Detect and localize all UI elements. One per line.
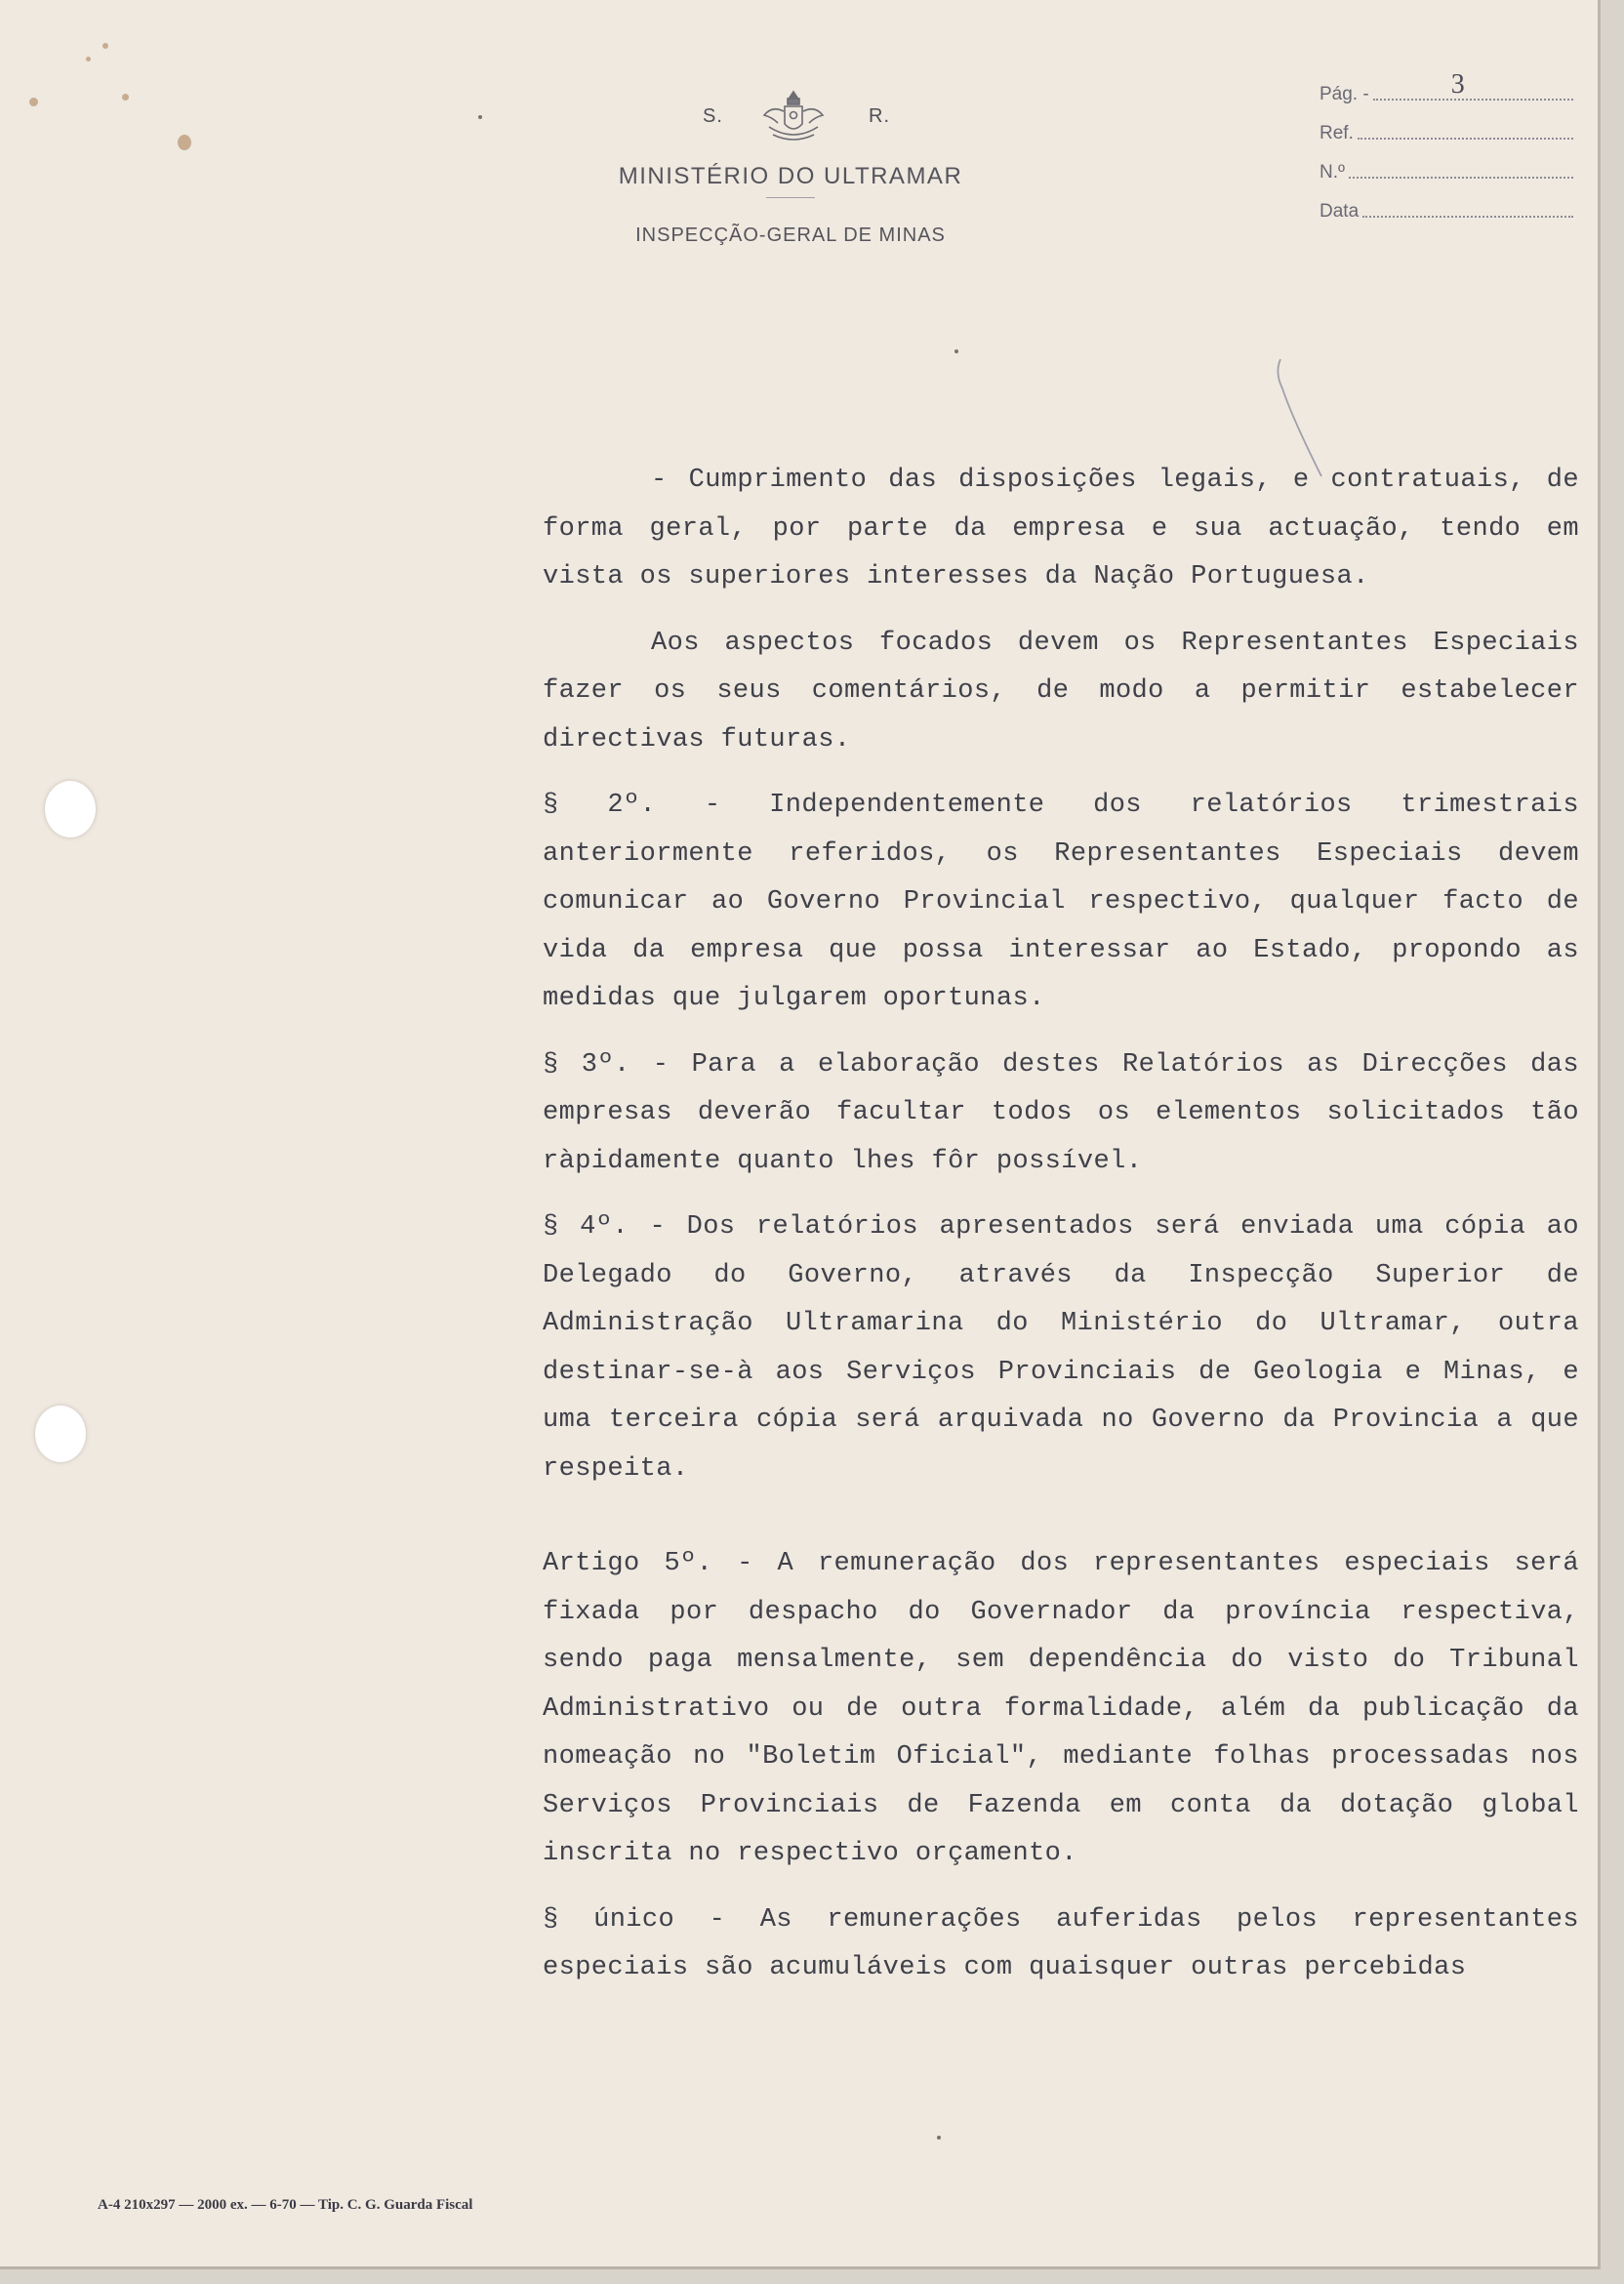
page-number-row	[1320, 69, 1573, 105]
stain-spot	[29, 98, 38, 106]
body-paragraph: Artigo 5º. - A remuneração dos representantes especiais será fixada por despacho do Governador da província respectiva, sendo paga mensalmente, sem dependência do visto do Tribunal Administrativo ou de outra formalidade, além da publicação da nomeação no "Boletim Oficial", mediante folhas processadas nos Serviços Provinciais de Fazenda em conta da dotação global inscrita no respectivo orçamento.	[543, 1549, 1579, 1868]
date-label: Data	[1320, 201, 1360, 222]
punch-hole	[35, 1406, 86, 1462]
s-letter: S.	[703, 105, 723, 127]
number-field	[1349, 177, 1573, 179]
number-label: N.º	[1320, 162, 1345, 183]
ref-label: Ref.	[1320, 123, 1354, 143]
stain-spot	[102, 43, 108, 49]
stain-spot	[122, 94, 129, 101]
ministry-title: MINISTÉRIO DO ULTRAMAR	[618, 163, 963, 189]
ink-speck	[937, 2136, 941, 2140]
number-row	[1320, 156, 1573, 184]
body-paragraph: § único - As remunerações auferidas pelos representantes especiais são acumuláveis com quaisquer outras percebidas	[543, 1904, 1579, 1982]
inspection-subtitle: INSPECÇÃO-GERAL DE MINAS	[635, 224, 946, 246]
ink-speck	[478, 115, 482, 119]
date-field	[1362, 216, 1573, 218]
body-paragraph: Aos aspectos focados devem os Representantes Especiais fazer os seus comentários, de modo a permitir estabelecer directivas futuras.	[543, 628, 1579, 755]
body-paragraph: § 2º. - Independentemente dos relatórios trimestrais anteriormente referidos, os Representantes Especiais devem comunicar ao Governo Provincial respectivo, qualquer facto de vida da empresa que possa interessar ao Estado, propondo as medidas que julgarem oportunas.	[543, 791, 1579, 1013]
page-field	[1373, 69, 1573, 101]
r-letter: R.	[869, 105, 890, 127]
ref-row	[1320, 117, 1573, 144]
document-body	[543, 457, 1579, 1993]
header-divider	[766, 197, 815, 198]
stain-spot	[86, 57, 91, 61]
punch-hole	[45, 781, 96, 837]
page-label: Pág. -	[1320, 84, 1369, 104]
ink-speck	[954, 349, 958, 353]
body-paragraph: - Cumprimento das disposições legais, e contratuais, de forma geral, por parte da empresa e sua actuação, tendo em vista os superiores interesses da Nação Portuguesa.	[543, 466, 1579, 591]
ref-field	[1358, 138, 1573, 140]
body-paragraph: § 3º. - Para a elaboração destes Relatórios as Direcções das empresas deverão facultar todos os elementos solicitados tão ràpidamente quanto lhes fôr possível.	[543, 1049, 1579, 1176]
page-value: 3	[1450, 69, 1465, 100]
printer-imprint: A-4 210x297 — 2000 ex. — 6-70 — Tip. C. G. Guarda Fiscal	[98, 2197, 473, 2213]
stain-spot	[178, 135, 191, 150]
date-row	[1320, 195, 1573, 223]
body-paragraph: § 4º. - Dos relatórios apresentados será enviada uma cópia ao Delegado do Governo, através da Inspecção Superior de Administração Ultramarina do Ministério do Ultramar, outra destinar-se-à aos Serviços Provinciais de Geologia e Minas, e uma terceira cópia será arquivada no Governo da Provincia a que respeita.	[543, 1212, 1579, 1484]
coat-of-arms-icon	[759, 86, 828, 154]
